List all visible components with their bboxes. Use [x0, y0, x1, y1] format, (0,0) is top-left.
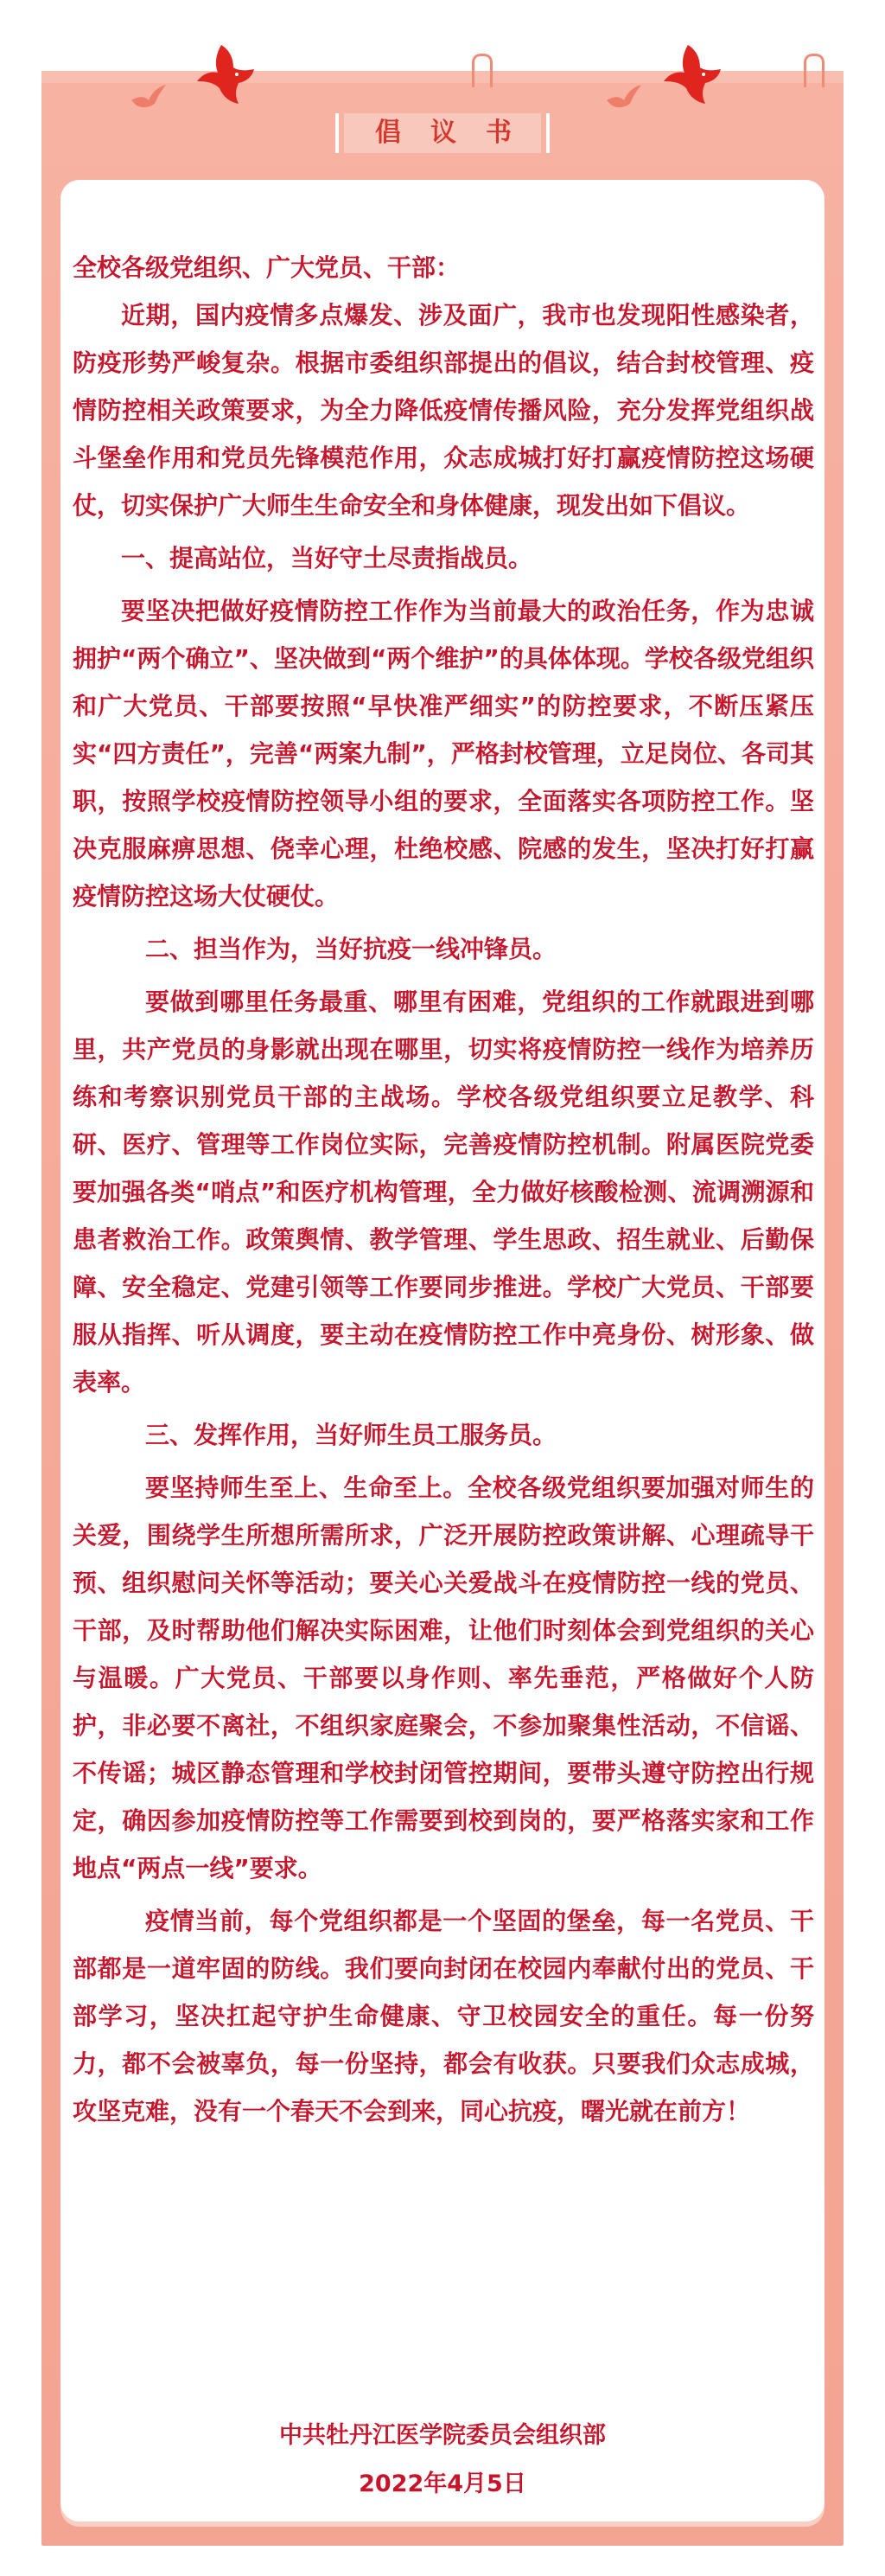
section-3-body: 要坚持师生至上、生命至上。全校各级党组织要加强对师生的关爱，围绕学生所想所需所求，广泛开展防控政策讲解、心理疏导干预、组织慰问关怀等活动；要关心关爱战斗在疫情防控一线的党员、干部，及时帮助他们解决实际困难，让他们时刻体会到党组织的关心与温暖。广大党员、干部要以身作则、率先垂范，严格做好个人防护，非必要不离社，不组织家庭聚会，不参加聚集性活动，不信谣、不传谣；城区静态管理和学校封闭管控期间，要带头遵守防控出行规定，确因参加疫情防控等工作需要到校到岗的，要严格落实家和工作地点“两点一线”要求。 — [73, 1473, 814, 1882]
intro-paragraph: 近期，国内疫情多点爆发、涉及面广，我市也发现阳性感染者，防疫形势严峻复杂。根据市委组织部提出的倡议，结合封校管理、疫情防控相关政策要求，为全力降低疫情传播风险，充分发挥党组织战斗堡垒作用和党员先锋模范作用，众志成城打好打赢疫情防控这场硬仗，切实保护广大师生生命安全和身体健康，现发出如下倡议。 — [73, 301, 814, 520]
dove-icon — [605, 83, 643, 112]
dove-icon — [662, 36, 723, 105]
section-3-heading: 三、发挥作用，当好师生员工服务员。 — [145, 1421, 557, 1449]
section-2-body: 要做到哪里任务最重、哪里有困难，党组织的工作就跟进到哪里，共产党员的身影就出现在哪里，切实将疫情防控一线作为培养历练和考察识别党员干部的主战场。学校各级党组织要立足教学、科研、医疗、管理等工作岗位实际，完善疫情防控机制。附属医院党委要加强各类“哨点”和医疗机构管理，全力做好核酸检测、流调溯源和患者救治工作。政策舆情、教学管理、学生思政、招生就业、后勤保障、安全稳定、党建引领等工作要同步推进。学校广大党员、干部要服从指挥、听从调度，要主动在疫情防控工作中亮身份、树形象、做表率。 — [73, 988, 814, 1397]
dove-icon — [195, 36, 256, 105]
page-title — [335, 113, 550, 153]
title-text: 倡议书 — [344, 113, 541, 153]
ring-icon — [804, 54, 825, 87]
ring-icon — [472, 54, 493, 87]
letter-body — [73, 244, 814, 2135]
dove-icon — [130, 83, 168, 112]
signature-date: 2022年4月5日 — [359, 2471, 526, 2497]
title-divider-right — [546, 113, 550, 153]
greeting: 全校各级党组织、广大党员、干部： — [73, 253, 461, 282]
signature-organization: 中共牡丹江医学院委员会组织部 — [279, 2422, 606, 2449]
title-divider-left — [335, 113, 339, 153]
closing-paragraph: 疫情当前，每个党组织都是一个坚固的堡垒，每一名党员、干部都是一道牢固的防线。我们要向封闭在校园内奉献付出的党员、干部学习，坚决扛起守护生命健康、守卫校园安全的重任。每一份努力，都不会被辜负，每一份坚持，都会有收获。只要我们众志成城，攻坚克难，没有一个春天不会到来，同心抗疫，曙光就在前方！ — [73, 1907, 814, 2125]
section-2-heading: 二、担当作为，当好抗疫一线冲锋员。 — [145, 935, 557, 963]
section-1-body: 要坚决把做好疫情防控工作作为当前最大的政治任务，作为忠诚拥护“两个确立”、坚决做到“两个维护”的具体体现。学校各级党组织和广大党员、干部要按照“早快准严细实”的防控要求，不断压紧压实“四方责任”，完善“两案九制”，严格封校管理，立足岗位、各司其职，按照学校疫情防控领导小组的要求，全面落实各项防控工作。坚决克服麻痹思想、侥幸心理，杜绝校感、院感的发生，坚决打好打赢疫情防控这场大仗硬仗。 — [73, 597, 814, 911]
poster-top-strip — [41, 71, 844, 83]
section-1-heading: 一、提高站位，当好守土尽责指战员。 — [121, 544, 533, 572]
title-bar — [0, 112, 885, 154]
